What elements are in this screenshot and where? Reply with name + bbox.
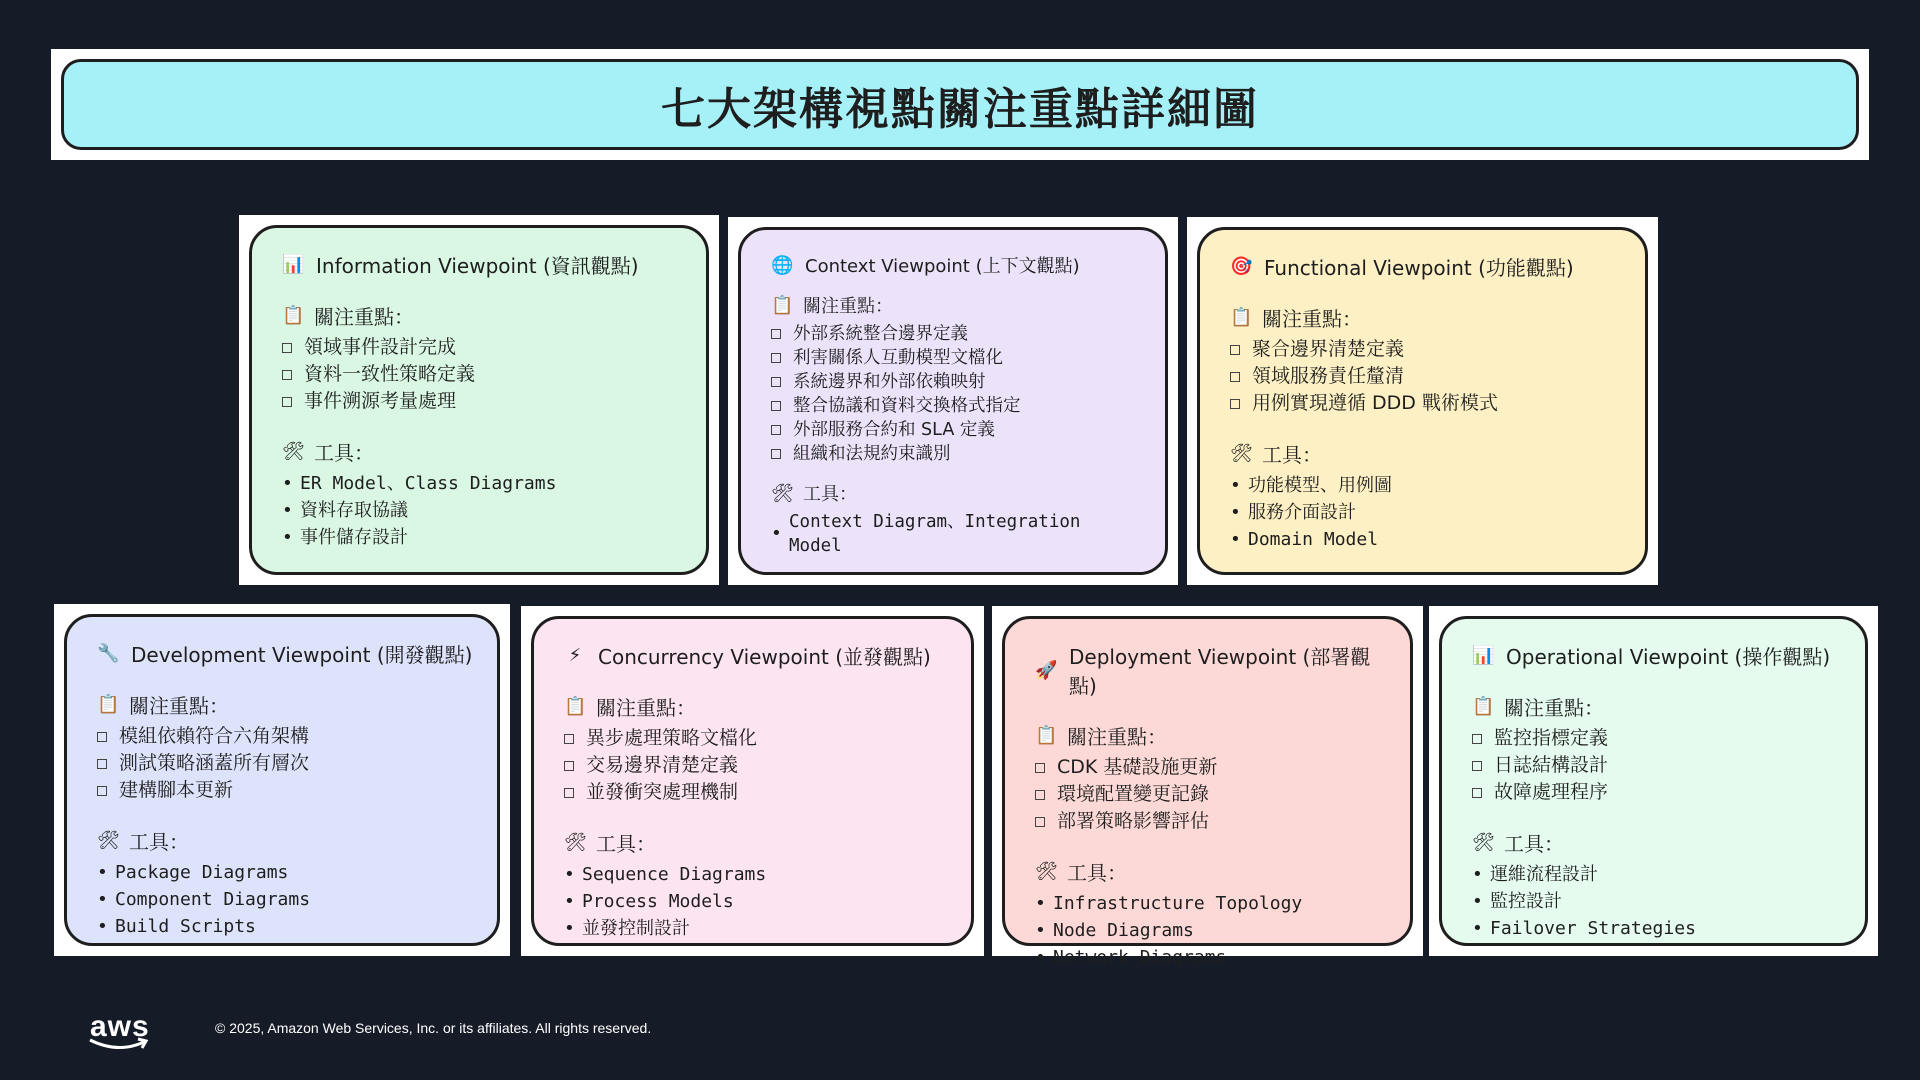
checkbox-square-icon	[282, 343, 292, 353]
clipboard-icon: 📋	[97, 694, 120, 715]
tools-section-heading	[564, 828, 949, 857]
focus-item-text: 領域服務責任釐清	[1252, 365, 1405, 387]
focus-item	[282, 334, 684, 361]
tool-item	[564, 861, 949, 888]
focus-item-text: 外部系統整合邊界定義	[793, 324, 968, 344]
focus-section-heading	[1472, 692, 1843, 721]
focus-item-text: 整合協議和資料交換格式指定	[793, 396, 1021, 416]
checkbox-square-icon	[1035, 763, 1045, 773]
card-context-viewpoint	[738, 227, 1168, 575]
tool-item	[97, 859, 475, 886]
focus-item-text: 部署策略影響評估	[1057, 810, 1210, 832]
tool-item	[564, 888, 949, 915]
focus-section-heading	[97, 690, 475, 719]
tools-section-heading	[97, 826, 475, 855]
checkbox-square-icon	[97, 732, 107, 742]
focus-item	[97, 750, 475, 777]
tools-label: 工具：	[1262, 443, 1322, 467]
focus-item-text: 日誌結構設計	[1494, 754, 1609, 776]
tool-item-text: Infrastructure Topology	[1053, 893, 1303, 914]
checkbox-square-icon	[1230, 345, 1240, 355]
bullet-icon: •	[1035, 920, 1046, 941]
focus-item-text: 測試策略涵蓋所有層次	[119, 752, 310, 774]
aws-smile-icon	[88, 1036, 152, 1052]
checkbox-square-icon	[1035, 790, 1045, 800]
tools-label: 工具：	[1504, 832, 1564, 856]
tools-icon: 🛠	[282, 441, 305, 462]
focus-item	[771, 370, 1143, 394]
focus-item	[564, 752, 949, 779]
tool-item-text: Network Diagrams	[1053, 947, 1227, 968]
tools-section-heading	[1472, 828, 1843, 857]
focus-item	[564, 725, 949, 752]
tools-list	[97, 859, 475, 940]
tools-icon: 🛠	[1035, 861, 1058, 882]
bullet-icon: •	[1035, 947, 1046, 968]
tools-list	[771, 510, 1143, 558]
tool-item-text: Failover Strategies	[1490, 918, 1696, 939]
card-heading	[1472, 641, 1843, 670]
clipboard-icon: 📋	[1035, 725, 1058, 746]
tool-item	[1230, 526, 1623, 553]
focus-label: 關注重點：	[314, 305, 414, 329]
focus-section-heading	[1035, 721, 1388, 750]
tool-item-text: Context Diagram、Integration Model	[789, 512, 1081, 556]
tool-item	[1035, 890, 1388, 917]
focus-section-heading	[282, 301, 684, 330]
tools-icon: 🛠	[564, 832, 587, 853]
tool-item-text: Sequence Diagrams	[582, 864, 767, 885]
focus-item-text: 領域事件設計完成	[304, 336, 457, 358]
card-title: Deployment Viewpoint (部署觀點)	[1069, 645, 1371, 698]
tools-icon: 🛠	[1472, 832, 1495, 853]
clipboard-icon: 📋	[1230, 307, 1253, 328]
focus-item-text: 故障處理程序	[1494, 781, 1609, 803]
tool-item-text: Domain Model	[1248, 529, 1379, 550]
tool-item-text: 並發控制設計	[582, 918, 690, 939]
bullet-icon: •	[1230, 475, 1241, 496]
bullet-icon: •	[1035, 893, 1046, 914]
card-development-viewpoint	[64, 614, 500, 946]
clipboard-icon: 📋	[564, 696, 587, 717]
card-frame-development	[54, 604, 510, 956]
focus-label: 關注重點：	[803, 296, 893, 317]
tools-section-heading	[771, 480, 1143, 506]
tools-list	[1230, 472, 1623, 553]
focus-item	[771, 442, 1143, 466]
tools-icon: 🛠	[1230, 443, 1253, 464]
focus-list	[564, 725, 949, 806]
focus-item	[1472, 752, 1843, 779]
card-title: Information Viewpoint (資訊觀點)	[316, 254, 639, 278]
tool-item-text: Build Scripts	[115, 916, 256, 937]
checkbox-square-icon	[771, 329, 781, 339]
focus-item	[564, 779, 949, 806]
checkbox-square-icon	[564, 788, 574, 798]
checkbox-square-icon	[564, 734, 574, 744]
focus-list	[1472, 725, 1843, 806]
checkbox-square-icon	[97, 786, 107, 796]
clipboard-icon: 📋	[1472, 696, 1495, 717]
tools-label: 工具：	[596, 832, 656, 856]
tool-item-text: 事件儲存設計	[300, 527, 408, 548]
tool-item-text: Node Diagrams	[1053, 920, 1194, 941]
focus-item-text: 組織和法規約束識別	[793, 444, 951, 464]
checkbox-square-icon	[282, 370, 292, 380]
bullet-icon: •	[97, 862, 108, 883]
bullet-icon: •	[564, 918, 575, 939]
focus-item	[282, 388, 684, 415]
card-frame-operational	[1429, 606, 1878, 956]
clipboard-icon: 📋	[771, 294, 794, 316]
title-frame	[51, 49, 1869, 160]
bullet-icon: •	[97, 916, 108, 937]
focus-item-text: 用例實現遵循 DDD 戰術模式	[1252, 392, 1498, 414]
focus-item-text: 事件溯源考量處理	[304, 390, 457, 412]
card-title: Concurrency Viewpoint (並發觀點)	[598, 645, 931, 669]
card-heading	[282, 250, 684, 279]
tools-icon: 🛠	[771, 482, 794, 504]
tool-item-text: Component Diagrams	[115, 889, 311, 910]
checkbox-square-icon	[771, 377, 781, 387]
tool-item-text: 服務介面設計	[1248, 502, 1356, 523]
bullet-icon: •	[282, 500, 293, 521]
card-information-viewpoint	[249, 225, 709, 575]
focus-item	[771, 346, 1143, 370]
focus-item	[97, 723, 475, 750]
tool-item	[282, 470, 684, 497]
bullet-icon: •	[1472, 891, 1483, 912]
bullet-icon: •	[282, 473, 293, 494]
card-title: Context Viewpoint (上下文觀點)	[805, 256, 1080, 277]
tool-item-text: 運維流程設計	[1490, 864, 1598, 885]
tools-list	[282, 470, 684, 551]
checkbox-square-icon	[1472, 788, 1482, 798]
tool-item-text: 監控設計	[1490, 891, 1562, 912]
bullet-icon: •	[97, 889, 108, 910]
tool-item-text: 功能模型、用例圖	[1248, 475, 1392, 496]
bar-chart-icon: 📊	[282, 254, 305, 275]
card-concurrency-viewpoint	[531, 616, 974, 946]
focus-list	[1230, 336, 1623, 417]
card-deployment-viewpoint	[1002, 616, 1413, 968]
tool-item	[1472, 888, 1843, 915]
tool-item-text: Process Models	[582, 891, 734, 912]
focus-item	[771, 322, 1143, 346]
focus-item-text: 建構腳本更新	[119, 779, 234, 801]
tool-item-text: ER Model、Class Diagrams	[300, 473, 557, 494]
aws-logo: aws	[90, 1010, 150, 1043]
tool-item	[564, 915, 949, 942]
focus-label: 關注重點：	[129, 694, 229, 718]
focus-item-text: 系統邊界和外部依賴映射	[793, 372, 986, 392]
focus-item	[282, 361, 684, 388]
bullet-icon: •	[1230, 502, 1241, 523]
focus-list	[97, 723, 475, 804]
tools-label: 工具：	[803, 484, 857, 505]
card-frame-functional	[1187, 217, 1658, 585]
focus-item-text: 外部服務合約和 SLA 定義	[793, 420, 995, 440]
wrench-icon: 🔧	[97, 643, 120, 664]
diagram-title: 七大架構視點關注重點詳細圖	[661, 83, 1259, 135]
focus-section-heading	[564, 692, 949, 721]
tool-item-text: Package Diagrams	[115, 862, 289, 883]
focus-item	[1230, 363, 1623, 390]
tools-section-heading	[282, 437, 684, 466]
card-functional-viewpoint	[1197, 227, 1648, 575]
focus-item-text: 並發衝突處理機制	[586, 781, 739, 803]
bullet-icon: •	[282, 527, 293, 548]
focus-list	[771, 322, 1143, 466]
focus-item-text: 環境配置變更記錄	[1057, 783, 1210, 805]
focus-item	[771, 418, 1143, 442]
tools-list	[1472, 861, 1843, 942]
card-frame-context	[728, 217, 1178, 585]
card-frame-concurrency	[521, 606, 984, 956]
tools-label: 工具：	[314, 441, 374, 465]
focus-item	[1230, 336, 1623, 363]
tool-item	[1472, 915, 1843, 942]
focus-item	[97, 777, 475, 804]
checkbox-square-icon	[771, 449, 781, 459]
focus-section-heading	[1230, 303, 1623, 332]
checkbox-square-icon	[1230, 372, 1240, 382]
bullet-icon: •	[1472, 918, 1483, 939]
focus-label: 關注重點：	[1262, 307, 1362, 331]
focus-list	[1035, 754, 1388, 835]
card-title: Operational Viewpoint (操作觀點)	[1506, 645, 1831, 669]
tool-item	[282, 497, 684, 524]
focus-item-text: 異步處理策略文檔化	[586, 727, 758, 749]
card-title: Development Viewpoint (開發觀點)	[131, 643, 473, 667]
checkbox-square-icon	[771, 353, 781, 363]
tools-label: 工具：	[1067, 861, 1127, 885]
tools-icon: 🛠	[97, 830, 120, 851]
checkbox-square-icon	[1472, 761, 1482, 771]
target-icon: 🎯	[1230, 256, 1253, 277]
card-heading	[771, 252, 1143, 278]
focus-item	[771, 394, 1143, 418]
tool-item	[1230, 472, 1623, 499]
tool-item	[282, 524, 684, 551]
globe-icon: 🌐	[771, 254, 794, 276]
tools-section-heading	[1035, 857, 1388, 886]
focus-item-text: 利害關係人互動模型文檔化	[793, 348, 1003, 368]
focus-label: 關注重點：	[1067, 725, 1167, 749]
focus-item-text: CDK 基礎設施更新	[1057, 756, 1218, 778]
focus-item	[1035, 754, 1388, 781]
checkbox-square-icon	[97, 759, 107, 769]
checkbox-square-icon	[1472, 734, 1482, 744]
rocket-icon: 🚀	[1035, 659, 1058, 681]
card-heading	[97, 639, 475, 668]
checkbox-square-icon	[564, 761, 574, 771]
tools-section-heading	[1230, 439, 1623, 468]
focus-item-text: 聚合邊界清楚定義	[1252, 338, 1405, 360]
tool-item	[1230, 499, 1623, 526]
copyright-text: © 2025, Amazon Web Services, Inc. or its affiliates. All rights reserved.	[215, 1020, 652, 1036]
tool-item	[771, 510, 1143, 558]
tool-item-text: 資料存取協議	[300, 500, 408, 521]
focus-label: 關注重點：	[1504, 696, 1604, 720]
focus-item	[1035, 781, 1388, 808]
bullet-icon: •	[1230, 529, 1241, 550]
tool-item	[1035, 944, 1388, 971]
bullet-icon: •	[564, 864, 575, 885]
checkbox-square-icon	[771, 401, 781, 411]
focus-item	[1472, 779, 1843, 806]
checkbox-square-icon	[282, 397, 292, 407]
focus-list	[282, 334, 684, 415]
bullet-icon: •	[771, 523, 782, 544]
clipboard-icon: 📋	[282, 305, 305, 326]
focus-section-heading	[771, 292, 1143, 318]
focus-item-text: 監控指標定義	[1494, 727, 1609, 749]
focus-item	[1035, 808, 1388, 835]
card-title: Functional Viewpoint (功能觀點)	[1264, 256, 1574, 280]
focus-item-text: 資料一致性策略定義	[304, 363, 476, 385]
focus-item	[1472, 725, 1843, 752]
card-heading	[1035, 641, 1388, 699]
card-frame-information	[239, 215, 719, 585]
card-heading	[564, 641, 949, 670]
focus-item-text: 交易邊界清楚定義	[586, 754, 739, 776]
tool-item	[97, 886, 475, 913]
tools-label: 工具：	[129, 830, 189, 854]
tool-item	[97, 913, 475, 940]
card-operational-viewpoint	[1439, 616, 1868, 946]
bullet-icon: •	[564, 891, 575, 912]
tool-item	[1035, 917, 1388, 944]
checkbox-square-icon	[771, 425, 781, 435]
tools-list	[1035, 890, 1388, 971]
tools-list	[564, 861, 949, 942]
lightning-icon: ⚡	[568, 645, 582, 666]
tool-item	[1472, 861, 1843, 888]
checkbox-square-icon	[1230, 399, 1240, 409]
card-heading	[1230, 252, 1623, 281]
focus-item-text: 模組依賴符合六角架構	[119, 725, 310, 747]
card-frame-deployment	[992, 606, 1423, 968]
bullet-icon: •	[1472, 864, 1483, 885]
title-box	[61, 59, 1859, 150]
checkbox-square-icon	[1035, 817, 1045, 827]
focus-item	[1230, 390, 1623, 417]
bar-chart-icon: 📊	[1472, 645, 1495, 666]
focus-label: 關注重點：	[596, 696, 696, 720]
